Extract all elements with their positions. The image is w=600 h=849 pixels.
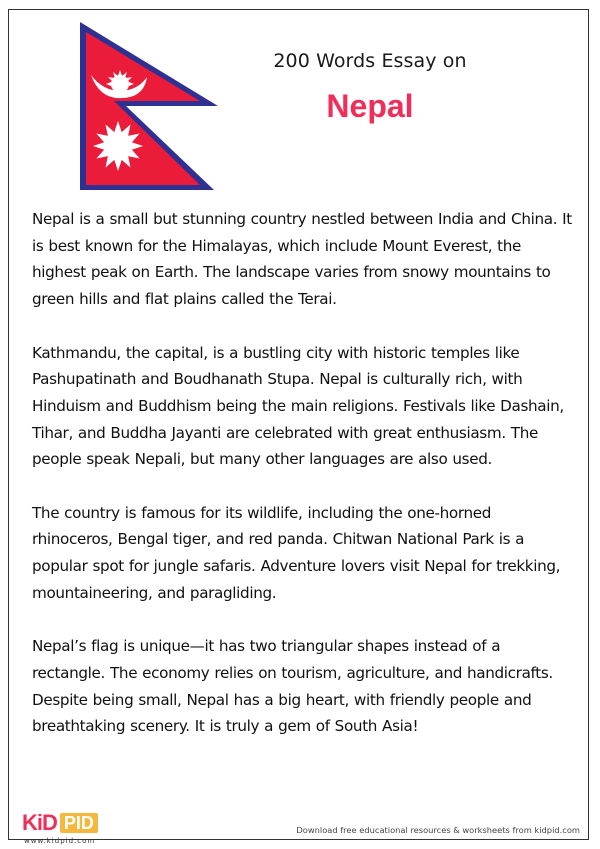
essay-paragraph: Kathmandu, the capital, is a bustling city with historic temples like Pashupatinath and Boudhanath Stupa. Nepal is culturally rich, with Hinduism and Buddhism being the main religions. Festivals like Dashain, Tihar, and Buddha Jayanti are celebrated with great enthusiasm. The people speak Nepali, but many other languages are also used. — [32, 343, 564, 469]
essay-paragraph: Nepal’s flag is unique—it has two triangular shapes instead of a rectangle. The economy relies on tourism, agriculture, and handicrafts. Despite being small, Nepal has a big heart, with friendly people and breathtaking scenery. It is truly a gem of South Asia! — [32, 637, 553, 736]
essay-body — [32, 206, 572, 767]
essay-paragraph: The country is famous for its wildlife, including the one-horned rhinoceros, Bengal tiger, and red panda. Chitwan National Park is a popular spot for jungle safaris. Adventure lovers visit Nepal for trekking, mountaineering, and paragliding. — [32, 503, 561, 602]
essay-subtitle: 200 Words Essay on — [273, 50, 467, 72]
kidpid-logo[interactable] — [22, 812, 98, 845]
logo-pid-text: PID — [60, 813, 98, 833]
logo-url[interactable]: www.kidpid.com — [24, 837, 96, 845]
footer-note: Download free educational resources & worksheets from kidpid.com — [296, 825, 580, 835]
logo-kid-text: KiD — [22, 810, 57, 835]
nepal-flag-icon — [78, 20, 220, 192]
essay-paragraph: Nepal is a small but stunning country nestled between India and China. It is best known for the Himalayas, which include Mount Everest, the highest peak on Earth. The landscape varies from snowy mountains to green hills and flat plains called the Terai. — [32, 210, 572, 309]
essay-title: Nepal — [326, 88, 414, 124]
logo-wordmark — [22, 812, 98, 834]
